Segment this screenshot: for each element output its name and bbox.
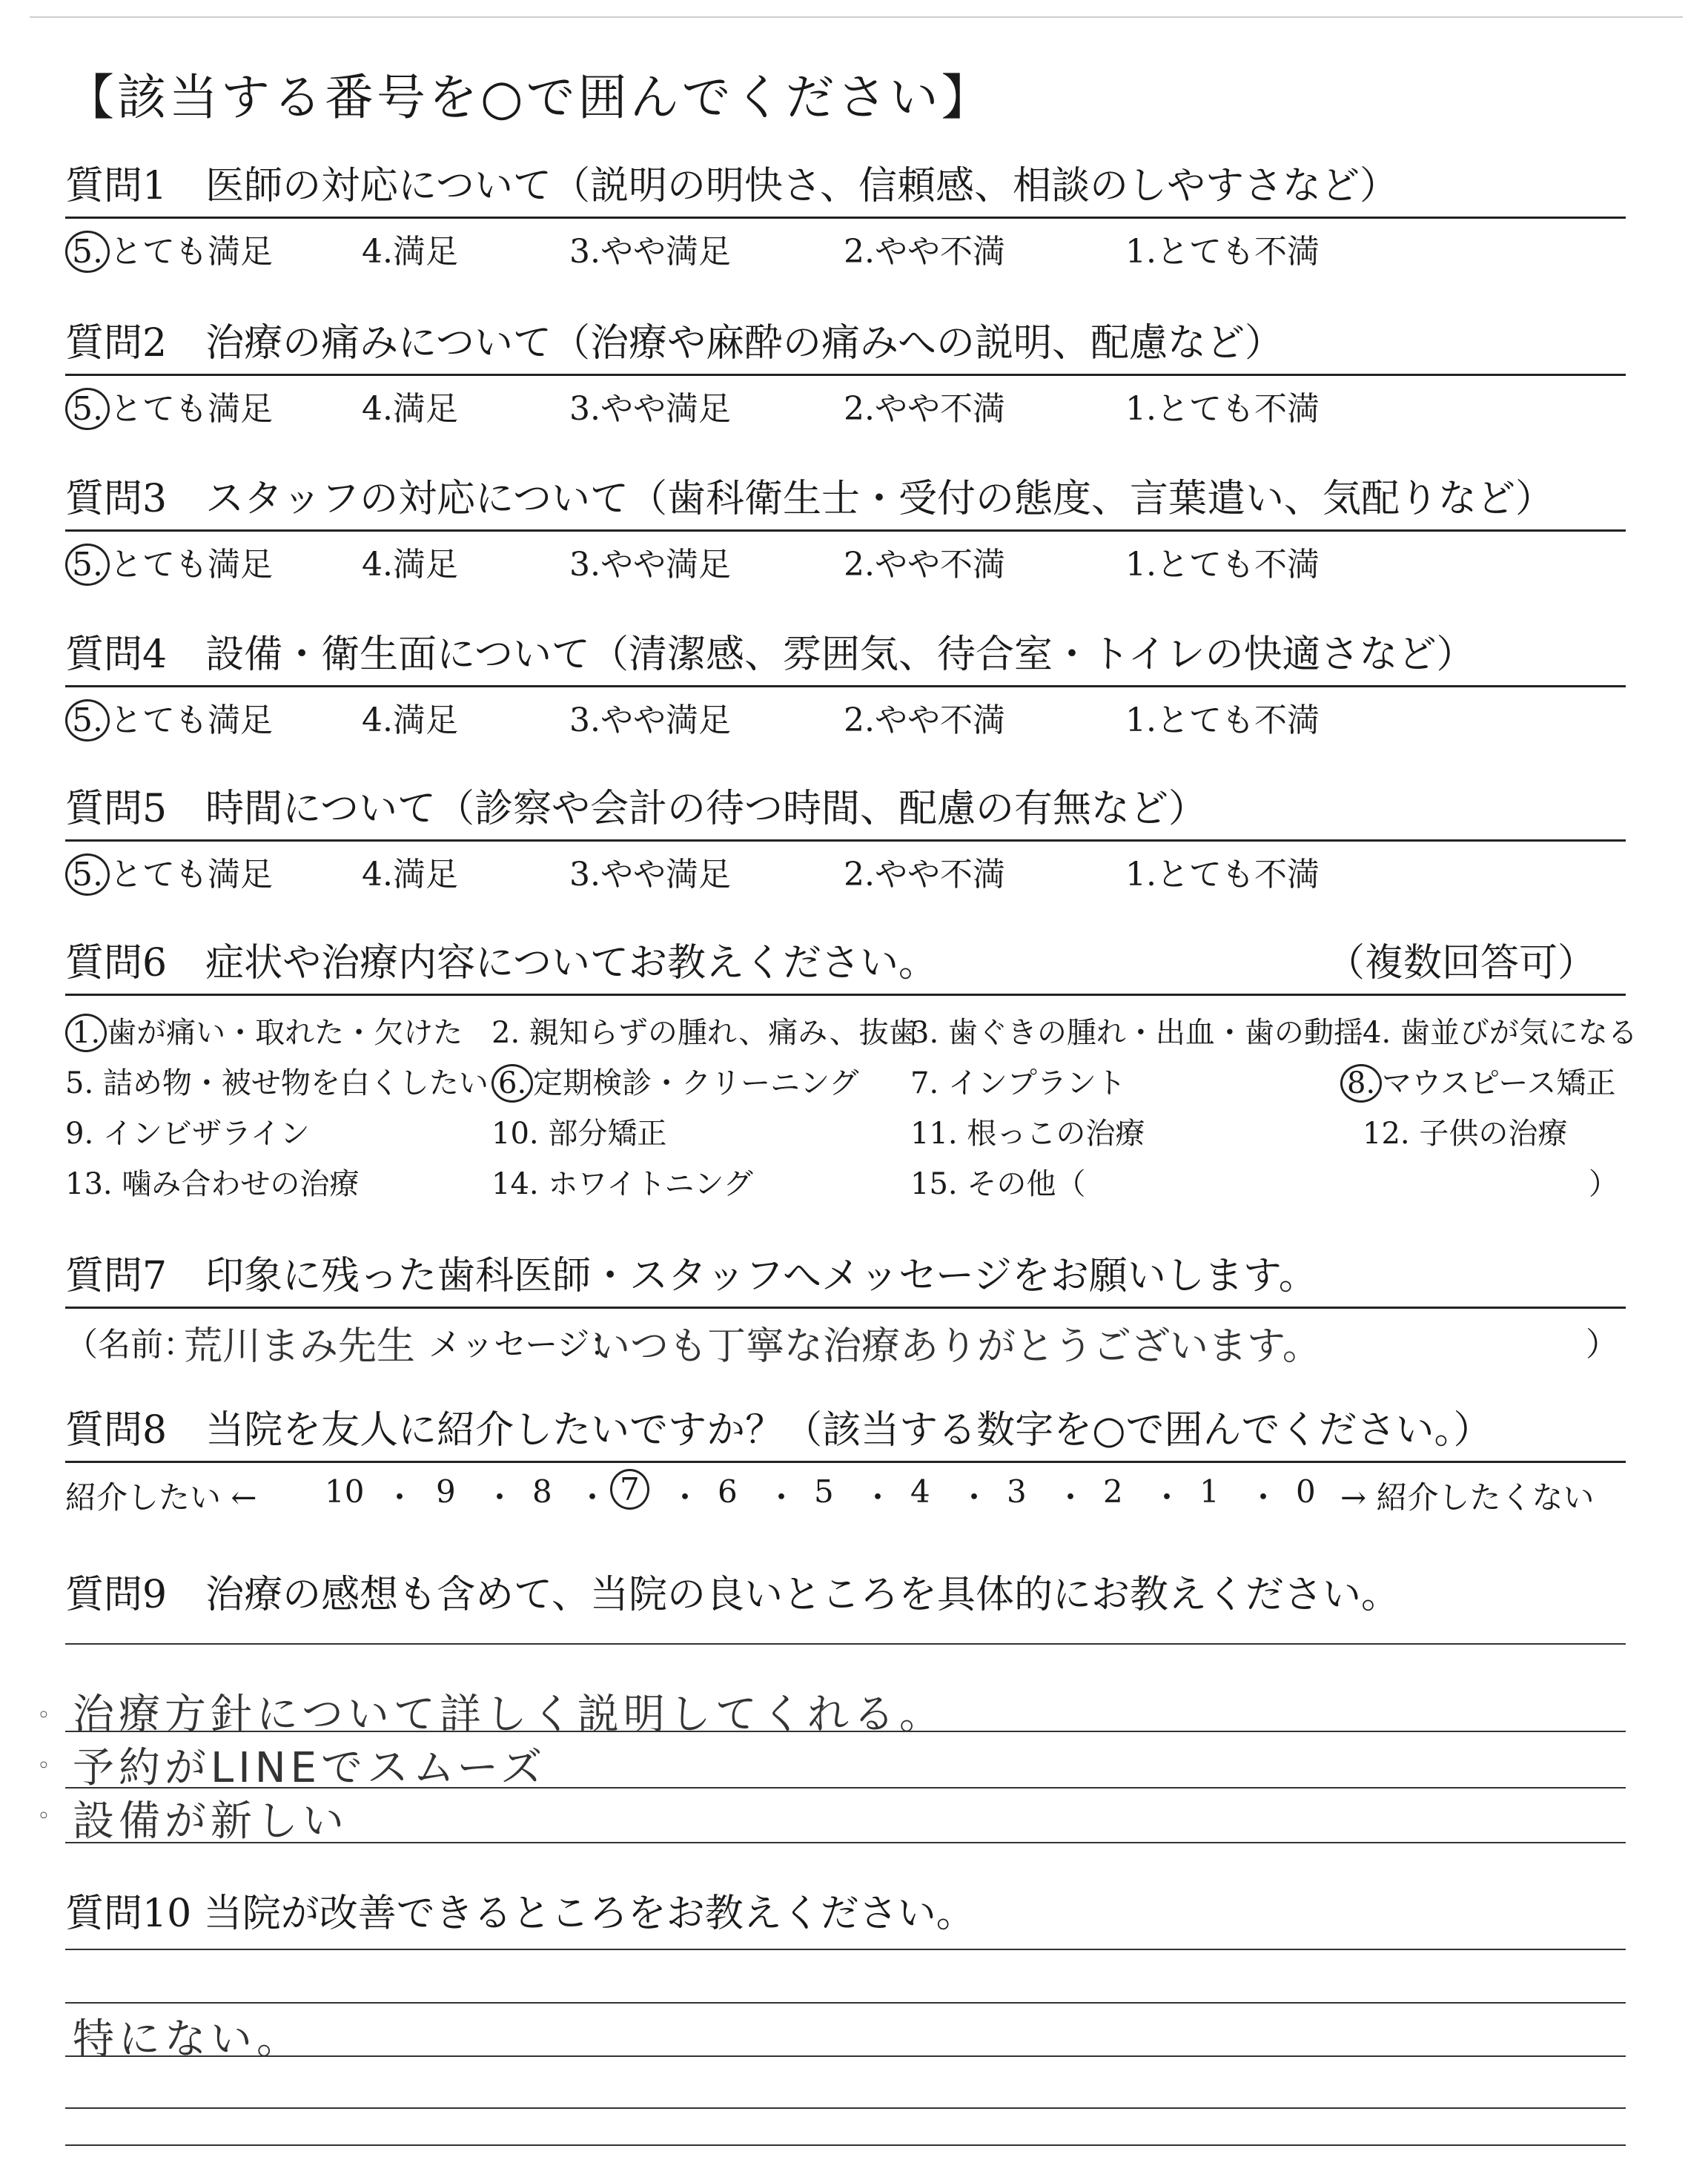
rating-options — [65, 222, 1626, 271]
option-4[interactable]: 4.満足 — [362, 856, 458, 894]
option-3[interactable]: 3.やや満足 — [569, 856, 731, 894]
question-3 — [65, 476, 1626, 584]
question-title: 質問9 治療の感想も含めて、当院の良いところを具体的にお教えください。 — [65, 1573, 1400, 1617]
name-value[interactable]: 荒川まみ先生 — [184, 1324, 416, 1369]
option-2[interactable]: 2.やや不満 — [844, 701, 1005, 739]
bullet-icon: ◦ — [37, 1702, 50, 1728]
option-2[interactable]: 2.やや不満 — [844, 390, 1005, 428]
other-close-paren: ） — [1589, 1167, 1618, 1201]
scale-3[interactable]: 3 — [1007, 1473, 1027, 1510]
name-label: （名前： — [65, 1326, 196, 1364]
recommend-scale: 紹介したい ← 10 ・ 9 ・ 8 ・ 7 ・ 6 ・ 5 ・ 4 ・ 3 ・ 2 ・ 1 ・ 0 → 紹介したくない — [65, 1469, 1626, 1521]
scale-0[interactable]: 0 — [1296, 1473, 1316, 1510]
option-1[interactable]: 1.とても不満 — [1125, 233, 1320, 271]
rating-options — [65, 845, 1626, 894]
question-title: 質問1 医師の対応について（説明の明快さ、信頼感、相談のしやすさなど） — [65, 164, 1398, 208]
symptom-option-1[interactable]: 1. 歯が痛い・取れた・欠けた — [65, 1009, 463, 1051]
bullet-icon: ◦ — [37, 1753, 50, 1779]
scale-8[interactable]: 8 — [532, 1473, 552, 1510]
divider — [65, 1461, 1626, 1463]
writing-line — [65, 1949, 1626, 1950]
writing-line — [65, 2107, 1626, 2109]
question-title: 質問10 当院が改善できるところをお教えください。 — [65, 1892, 975, 1936]
question-2 — [65, 320, 1626, 428]
message-close-paren: ） — [1586, 1326, 1618, 1364]
symptom-option-10[interactable]: 10. 部分矯正 — [491, 1117, 667, 1151]
option-2[interactable]: 2.やや不満 — [844, 546, 1005, 584]
symptom-option-5[interactable]: 5. 詰め物・被せ物を白くしたい — [65, 1066, 489, 1100]
divider — [65, 529, 1626, 532]
question-title: 質問2 治療の痛みについて（治療や麻酔の痛みへの説明、配慮など） — [65, 321, 1284, 366]
divider — [65, 994, 1626, 996]
question-title: 質問4 設備・衛生面について（清潔感、雰囲気、待合室・トイレの快適さなど） — [65, 633, 1475, 677]
symptom-option-14[interactable]: 14. ホワイトニング — [491, 1167, 753, 1201]
symptom-option-6[interactable]: 6. 定期検診・クリーニング — [491, 1060, 858, 1102]
option-5[interactable]: 5. とても満足 — [65, 848, 273, 896]
message-row — [65, 1312, 1626, 1369]
writing-line — [65, 2002, 1626, 2004]
writing-line — [65, 2144, 1626, 2146]
scale-5[interactable]: 5 — [814, 1473, 834, 1510]
symptom-options — [65, 1002, 1638, 1209]
rating-options — [65, 535, 1626, 584]
option-5[interactable]: 5. とても満足 — [65, 382, 273, 430]
improvement-answer[interactable]: 特にない。 — [73, 2015, 302, 2064]
question-4 — [65, 632, 1626, 739]
divider — [65, 374, 1626, 376]
question-title: 質問8 当院を友人に紹介したいですか？（該当する数字を○で囲んでください。） — [65, 1408, 1492, 1453]
answer-line-3[interactable]: 設備が新しい — [73, 1797, 348, 1846]
option-4[interactable]: 4.満足 — [362, 546, 458, 584]
question-6 — [65, 940, 1638, 1209]
option-4[interactable]: 4.満足 — [362, 233, 458, 271]
message-value[interactable]: いつも丁寧な治療ありがとうございます。 — [592, 1324, 1321, 1369]
option-1[interactable]: 1.とても不満 — [1125, 856, 1320, 894]
symptom-option-13[interactable]: 13. 噛み合わせの治療 — [65, 1167, 360, 1201]
top-border — [30, 16, 1683, 18]
scale-1[interactable]: 1 — [1199, 1473, 1219, 1510]
scale-right-label: → 紹介したくない — [1340, 1479, 1595, 1516]
question-9 — [65, 1572, 1626, 1618]
rating-options — [65, 379, 1626, 428]
question-title — [65, 940, 1626, 986]
option-4[interactable]: 4.満足 — [362, 390, 458, 428]
question-5 — [65, 786, 1626, 894]
symptom-option-12[interactable]: 12. 子供の治療 — [1363, 1117, 1568, 1151]
scale-2[interactable]: 2 — [1103, 1473, 1123, 1510]
divider — [65, 685, 1626, 687]
question-title: 質問5 時間について（診察や会計の待つ時間、配慮の有無など） — [65, 787, 1208, 831]
symptom-option-11[interactable]: 11. 根っこの治療 — [910, 1117, 1145, 1151]
symptom-option-15[interactable]: 15. その他（ — [910, 1167, 1086, 1201]
option-3[interactable]: 3.やや満足 — [569, 701, 731, 739]
symptom-option-2[interactable]: 2. 親知らずの腫れ、痛み、抜歯 — [491, 1016, 918, 1050]
option-5[interactable]: 5. とても満足 — [65, 225, 273, 273]
scale-4[interactable]: 4 — [910, 1473, 930, 1510]
answer-line-2[interactable]: 予約がLINEでスムーズ — [73, 1744, 547, 1792]
symptom-option-9[interactable]: 9. インビザライン — [65, 1117, 310, 1151]
scale-9[interactable]: 9 — [436, 1473, 456, 1510]
option-2[interactable]: 2.やや不満 — [844, 233, 1005, 271]
divider — [65, 1307, 1626, 1309]
scale-7[interactable]: 7 — [610, 1469, 649, 1510]
question-title: 質問7 印象に残った歯科医師・スタッフへメッセージをお願いします。 — [65, 1254, 1317, 1298]
scale-10[interactable]: 10 — [325, 1473, 365, 1510]
option-3[interactable]: 3.やや満足 — [569, 233, 731, 271]
option-5[interactable]: 5. とても満足 — [65, 538, 273, 586]
symptom-option-4[interactable]: 4. 歯並びが気になる — [1363, 1016, 1638, 1050]
option-3[interactable]: 3.やや満足 — [569, 390, 731, 428]
question-7 — [65, 1253, 1626, 1369]
option-5[interactable]: 5. とても満足 — [65, 693, 273, 742]
question-1 — [65, 163, 1626, 271]
writing-line — [65, 1643, 1626, 1645]
symptom-option-8[interactable]: 8. マウスピース矯正 — [1340, 1060, 1615, 1102]
option-1[interactable]: 1.とても不満 — [1125, 390, 1320, 428]
page-header: 【該当する番号を○で囲んでください】 — [65, 69, 993, 126]
multiple-answers-note: （複数回答可） — [1325, 941, 1596, 985]
bullet-icon: ◦ — [37, 1803, 50, 1829]
question-6-title: 質問6 症状や治療内容についてお教えください。 — [65, 941, 938, 985]
option-2[interactable]: 2.やや不満 — [844, 856, 1005, 894]
question-9-answer-area — [37, 1631, 1626, 1854]
symptom-option-7[interactable]: 7. インプラント — [910, 1066, 1126, 1100]
message-label: メッセージ： — [428, 1326, 623, 1364]
question-10-answer-area — [65, 1943, 1626, 2150]
symptom-option-3[interactable]: 3. 歯ぐきの腫れ・出血・歯の動揺 — [910, 1016, 1363, 1050]
option-4[interactable]: 4.満足 — [362, 701, 458, 739]
answer-line-1[interactable]: 治療方針について詳しく説明してくれる。 — [73, 1691, 945, 1739]
divider — [65, 217, 1626, 219]
option-1[interactable]: 1.とても不満 — [1125, 546, 1320, 584]
scale-6[interactable]: 6 — [718, 1473, 738, 1510]
divider — [65, 839, 1626, 842]
question-10 — [65, 1891, 1626, 1937]
option-3[interactable]: 3.やや満足 — [569, 546, 731, 584]
option-1[interactable]: 1.とても不満 — [1125, 701, 1320, 739]
scale-left-label: 紹介したい ← — [65, 1479, 257, 1516]
rating-options — [65, 690, 1626, 739]
question-title: 質問3 スタッフの対応について（歯科衛生士・受付の態度、言葉遣い、気配りなど） — [65, 477, 1555, 521]
question-8 — [65, 1407, 1626, 1521]
